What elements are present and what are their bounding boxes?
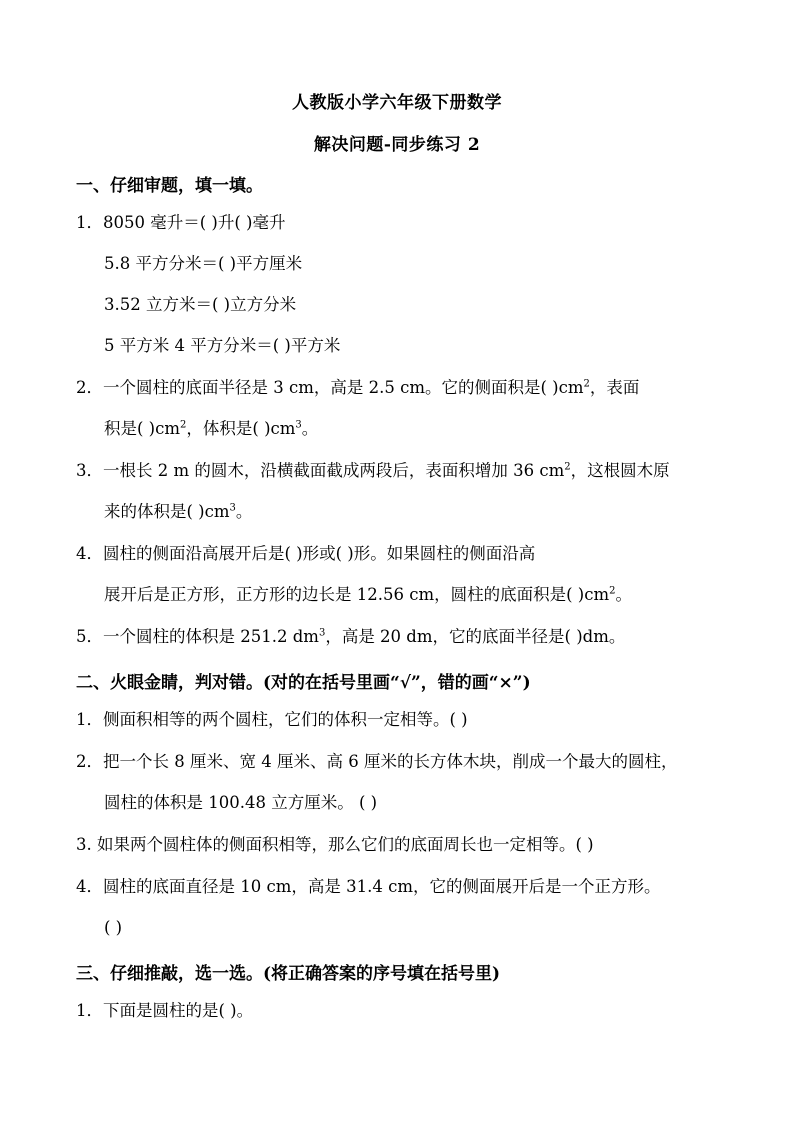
s1-q1-line-1: 1．8050 毫升＝( )升( )毫升 (76, 213, 286, 232)
s2-q2-line-1: 2．把一个长 8 厘米、宽 4 厘米、高 6 厘米的长方体木块，削成一个最大的圆柱， (76, 752, 678, 771)
superscript: 2 (583, 378, 590, 390)
section-3-heading: 三、仔细推敲，选一选。(将正确答案的序号填在括号里) (76, 964, 501, 984)
s1-q4-line-1: 4．圆柱的侧面沿高展开后是( )形或( )形。如果圆柱的侧面沿高 (76, 544, 536, 563)
s1-q3-line-1 (76, 460, 670, 482)
section-2-heading: 二、火眼金睛，判对错。(对的在括号里画“√”，错的画“×”) (76, 673, 531, 693)
s1-q3-line-2 (104, 501, 252, 523)
s1-q2-line-1 (76, 377, 639, 399)
s1-q5-text: 5．一个圆柱的体积是 251.2 dm (76, 627, 319, 646)
s1-q4-text: 展开后是正方形，正方形的边长是 12.56 cm，圆柱的底面积是( )cm (104, 585, 610, 604)
superscript: 2 (609, 585, 616, 597)
superscript: 2 (564, 461, 571, 473)
superscript: 3 (229, 502, 236, 514)
s1-q3-text: ，这根圆木原 (570, 461, 670, 480)
page-subtitle: 解决问题-同步练习 2 (313, 135, 481, 155)
s2-q4-line-2: ( ) (104, 918, 123, 937)
s2-q3-line: 3. 如果两个圆柱体的侧面积相等，那么它们的底面周长也一定相等。( ) (76, 835, 594, 854)
s1-q3-text: 来的体积是( )cm (104, 502, 230, 521)
s2-q4-line-1: 4．圆柱的底面直径是 10 cm，高是 31.4 cm，它的侧面展开后是一个正方形。 (76, 877, 661, 896)
s1-q1-line-3: 3.52 立方米＝( )立方分米 (104, 295, 297, 314)
section-1-heading: 一、仔细审题，填一填。 (76, 176, 263, 196)
superscript: 3 (295, 419, 302, 431)
s2-q1-line: 1．侧面积相等的两个圆柱，它们的体积一定相等。( ) (76, 710, 468, 729)
page-title: 人教版小学六年级下册数学 (292, 93, 502, 113)
s1-q1-line-2: 5.8 平方分米＝( )平方厘米 (104, 254, 303, 273)
s2-q2-line-2: 圆柱的体积是 100.48 立方厘米。 ( ) (104, 793, 378, 812)
s1-q2-text: ，表面 (589, 378, 640, 397)
s1-q4-text: 。 (615, 585, 632, 604)
s1-q5-line (76, 626, 625, 648)
s1-q3-text: 。 (235, 502, 253, 521)
s1-q2-text: 2．一个圆柱的底面半径是 3 cm，高是 2.5 cm。它的侧面积是( )cm (76, 378, 584, 397)
s1-q2-text: 。 (301, 419, 319, 438)
s1-q5-text: ，高是 20 dm，它的底面半径是( )dm。 (325, 627, 626, 646)
superscript: 3 (318, 627, 326, 639)
s1-q4-line-2 (104, 584, 632, 606)
superscript: 2 (180, 419, 187, 431)
s1-q2-text: 积是( )cm (104, 419, 181, 438)
s1-q3-text: 3．一根长 2 m 的圆木，沿横截面截成两段后，表面积增加 36 cm (76, 461, 565, 480)
s1-q2-text: ，体积是( )cm (186, 419, 296, 438)
s1-q1-line-4: 5 平方米 4 平方分米＝( )平方米 (104, 336, 341, 355)
s3-q1-line: 1．下面是圆柱的是( )。 (76, 1001, 254, 1020)
s1-q2-line-2 (104, 418, 318, 440)
